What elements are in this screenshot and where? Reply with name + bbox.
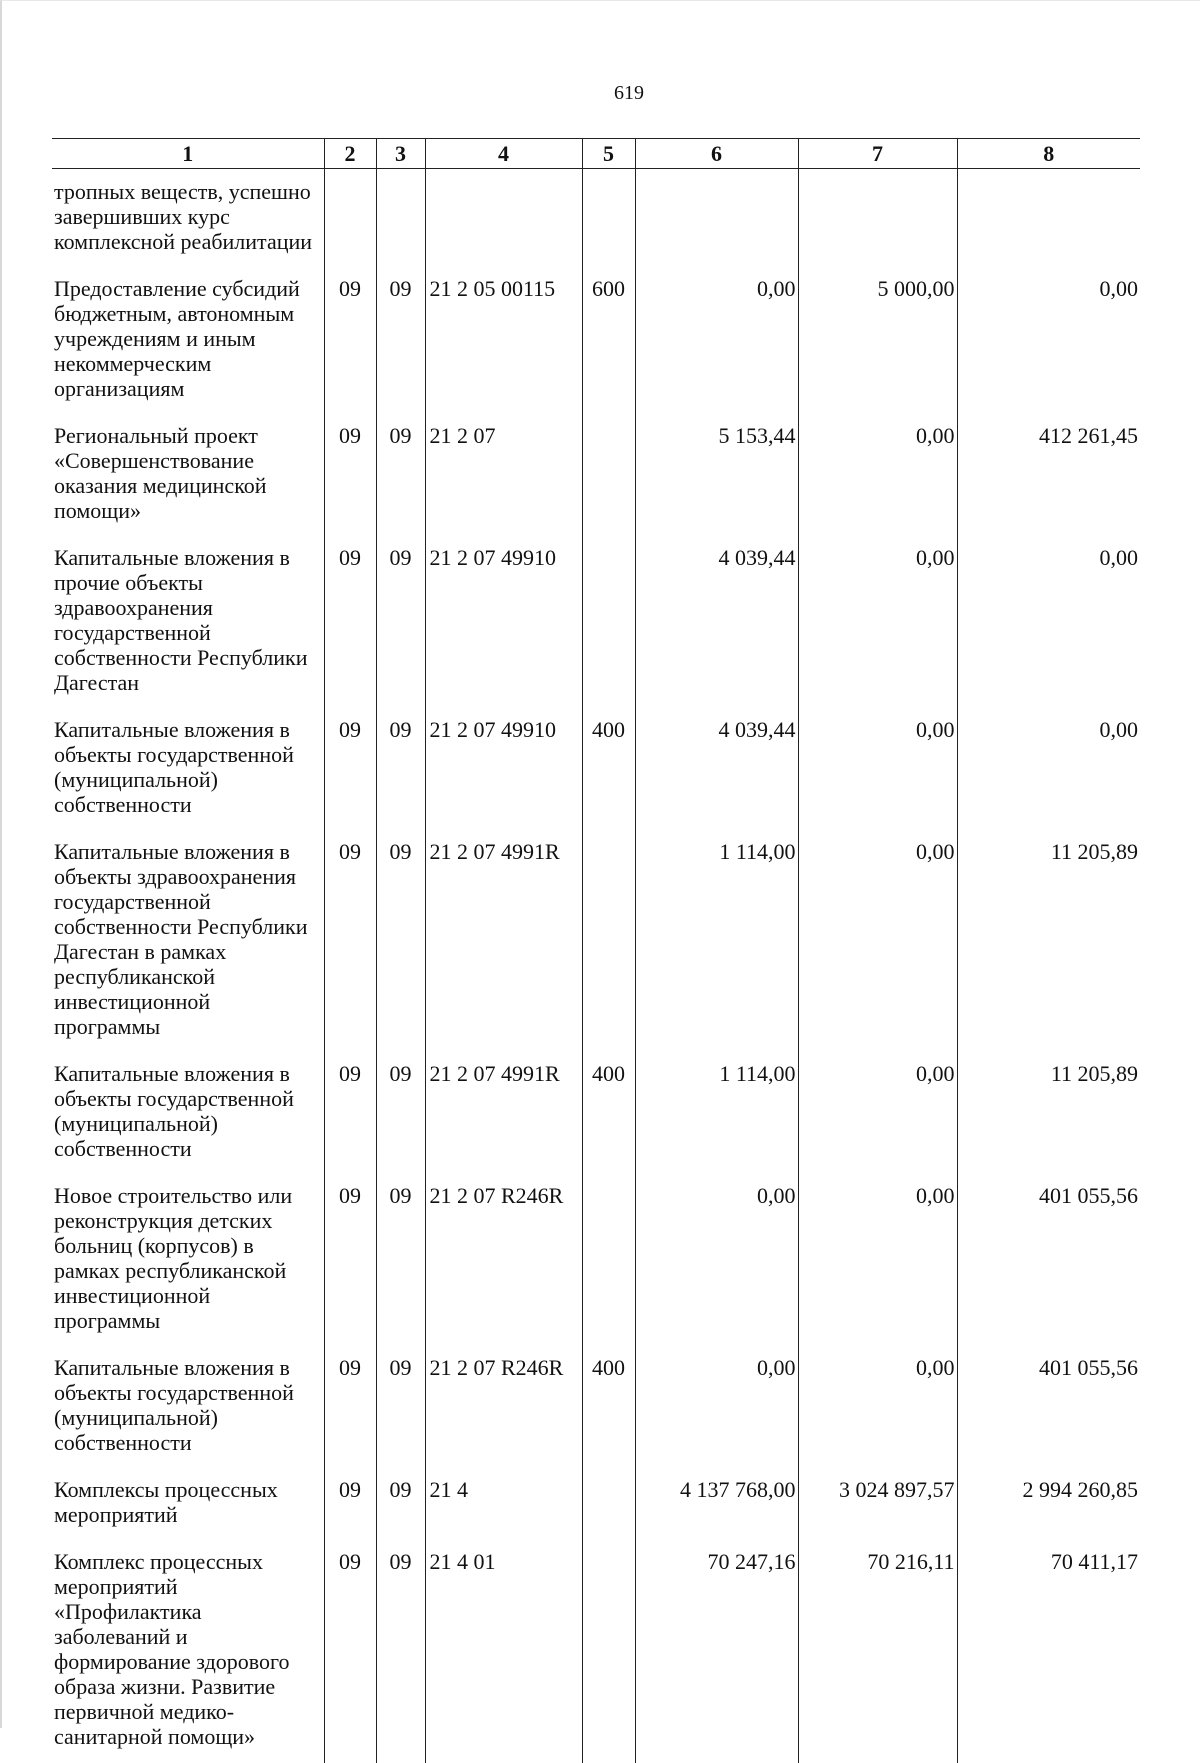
target-article-cell: 21 2 07 R246R — [425, 1175, 582, 1347]
page-number: 619 — [0, 82, 1200, 105]
expense-type-cell — [582, 831, 635, 1053]
target-article-cell: 21 2 07 R246R — [425, 1347, 582, 1469]
subsection-cell: 09 — [376, 1347, 425, 1469]
subsection-cell: 09 — [376, 415, 425, 537]
item-name-cell: Капитальные вложения в объекты государственной (муниципальной) собственности — [52, 709, 324, 831]
header-row — [52, 139, 1140, 169]
item-name-cell: Капитальные вложения в объекты государственной (муниципальной) собственности — [52, 1053, 324, 1175]
target-article-cell: 21 2 05 00115 — [425, 268, 582, 415]
target-article-cell: 21 2 07 49910 — [425, 537, 582, 709]
column-header: 4 — [425, 139, 582, 169]
amount-col7-cell: 0,00 — [798, 1347, 957, 1469]
expense-type-cell — [582, 1541, 635, 1763]
amount-col6-cell: 70 247,16 — [635, 1541, 798, 1763]
expense-type-cell — [582, 169, 635, 269]
amount-col7-cell: 0,00 — [798, 831, 957, 1053]
amount-col6-cell: 4 039,44 — [635, 709, 798, 831]
target-article-cell: 21 4 — [425, 1469, 582, 1541]
target-article-cell — [425, 169, 582, 269]
subsection-cell — [376, 169, 425, 269]
subsection-cell: 09 — [376, 709, 425, 831]
table-body — [52, 169, 1140, 1763]
section-cell: 09 — [324, 415, 376, 537]
amount-col6-cell: 5 153,44 — [635, 415, 798, 537]
amount-col7-cell: 3 024 897,57 — [798, 1469, 957, 1541]
table-row — [52, 169, 1140, 269]
item-name-cell: Новое строительство или реконструкция детских больниц (корпусов) в рамках республиканской инвестиционной программы — [52, 1175, 324, 1347]
amount-col8-cell: 0,00 — [957, 537, 1140, 709]
column-header: 7 — [798, 139, 957, 169]
amount-col6-cell: 4 039,44 — [635, 537, 798, 709]
amount-col8-cell: 11 205,89 — [957, 831, 1140, 1053]
expense-type-cell — [582, 1175, 635, 1347]
column-header: 1 — [52, 139, 324, 169]
amount-col7-cell: 0,00 — [798, 1053, 957, 1175]
subsection-cell: 09 — [376, 1469, 425, 1541]
target-article-cell: 21 2 07 4991R — [425, 1053, 582, 1175]
subsection-cell: 09 — [376, 1053, 425, 1175]
table-row — [52, 1053, 1140, 1175]
expense-type-cell — [582, 415, 635, 537]
target-article-cell: 21 4 01 — [425, 1541, 582, 1763]
amount-col7-cell: 0,00 — [798, 537, 957, 709]
item-name-cell: Капитальные вложения в прочие объекты здравоохранения государственной собственности Республики Дагестан — [52, 537, 324, 709]
amount-col6-cell: 1 114,00 — [635, 1053, 798, 1175]
subsection-cell: 09 — [376, 537, 425, 709]
column-header: 5 — [582, 139, 635, 169]
amount-col8-cell: 70 411,17 — [957, 1541, 1140, 1763]
subsection-cell: 09 — [376, 1175, 425, 1347]
column-header: 6 — [635, 139, 798, 169]
amount-col8-cell: 0,00 — [957, 268, 1140, 415]
table-row — [52, 1541, 1140, 1763]
table-row — [52, 537, 1140, 709]
expense-type-cell: 400 — [582, 1053, 635, 1175]
section-cell: 09 — [324, 831, 376, 1053]
section-cell: 09 — [324, 709, 376, 831]
amount-col8-cell: 0,00 — [957, 709, 1140, 831]
amount-col6-cell: 0,00 — [635, 1347, 798, 1469]
amount-col8-cell: 401 055,56 — [957, 1347, 1140, 1469]
section-cell: 09 — [324, 268, 376, 415]
amount-col8-cell: 11 205,89 — [957, 1053, 1140, 1175]
expense-type-cell: 400 — [582, 1347, 635, 1469]
amount-col7-cell: 70 216,11 — [798, 1541, 957, 1763]
section-cell: 09 — [324, 1053, 376, 1175]
table-row — [52, 1347, 1140, 1469]
section-cell — [324, 169, 376, 269]
target-article-cell: 21 2 07 — [425, 415, 582, 537]
expense-type-cell — [582, 1469, 635, 1541]
item-name-cell: Региональный проект «Совершенствование оказания медицинской помощи» — [52, 415, 324, 537]
subsection-cell: 09 — [376, 268, 425, 415]
section-cell: 09 — [324, 1469, 376, 1541]
item-name-cell: Капитальные вложения в объекты государственной (муниципальной) собственности — [52, 1347, 324, 1469]
target-article-cell: 21 2 07 49910 — [425, 709, 582, 831]
table-row — [52, 709, 1140, 831]
subsection-cell: 09 — [376, 1541, 425, 1763]
amount-col8-cell: 2 994 260,85 — [957, 1469, 1140, 1541]
column-header: 2 — [324, 139, 376, 169]
item-name-cell: Комплекс процессных мероприятий «Профилактика заболеваний и формирование здорового образа жизни. Развитие первичной медико-санитарной помощи» — [52, 1541, 324, 1763]
amount-col8-cell: 412 261,45 — [957, 415, 1140, 537]
table-row — [52, 415, 1140, 537]
amount-col8-cell — [957, 169, 1140, 269]
item-name-cell: тропных веществ, успешно завершивших курс комплексной реабилитации — [52, 169, 324, 269]
column-header: 3 — [376, 139, 425, 169]
amount-col7-cell: 0,00 — [798, 415, 957, 537]
amount-col7-cell: 0,00 — [798, 1175, 957, 1347]
amount-col7-cell: 5 000,00 — [798, 268, 957, 415]
column-header: 8 — [957, 139, 1140, 169]
table-row — [52, 268, 1140, 415]
budget-table-wrap — [52, 138, 1140, 1763]
item-name-cell: Капитальные вложения в объекты здравоохранения государственной собственности Республики Дагестан в рамках республиканской инвестиционной программы — [52, 831, 324, 1053]
section-cell: 09 — [324, 1541, 376, 1763]
expense-type-cell: 600 — [582, 268, 635, 415]
amount-col6-cell: 0,00 — [635, 1175, 798, 1347]
expense-type-cell: 400 — [582, 709, 635, 831]
table-row — [52, 1175, 1140, 1347]
amount-col7-cell — [798, 169, 957, 269]
table-row — [52, 831, 1140, 1053]
amount-col6-cell: 4 137 768,00 — [635, 1469, 798, 1541]
item-name-cell: Предоставление субсидий бюджетным, автономным учреждениям и иным некоммерческим организациям — [52, 268, 324, 415]
table-row — [52, 1469, 1140, 1541]
section-cell: 09 — [324, 1347, 376, 1469]
subsection-cell: 09 — [376, 831, 425, 1053]
target-article-cell: 21 2 07 4991R — [425, 831, 582, 1053]
amount-col6-cell: 1 114,00 — [635, 831, 798, 1053]
amount-col6-cell: 0,00 — [635, 268, 798, 415]
amount-col6-cell — [635, 169, 798, 269]
budget-table — [52, 138, 1140, 1763]
amount-col8-cell: 401 055,56 — [957, 1175, 1140, 1347]
expense-type-cell — [582, 537, 635, 709]
item-name-cell: Комплексы процессных мероприятий — [52, 1469, 324, 1541]
amount-col7-cell: 0,00 — [798, 709, 957, 831]
section-cell: 09 — [324, 537, 376, 709]
section-cell: 09 — [324, 1175, 376, 1347]
